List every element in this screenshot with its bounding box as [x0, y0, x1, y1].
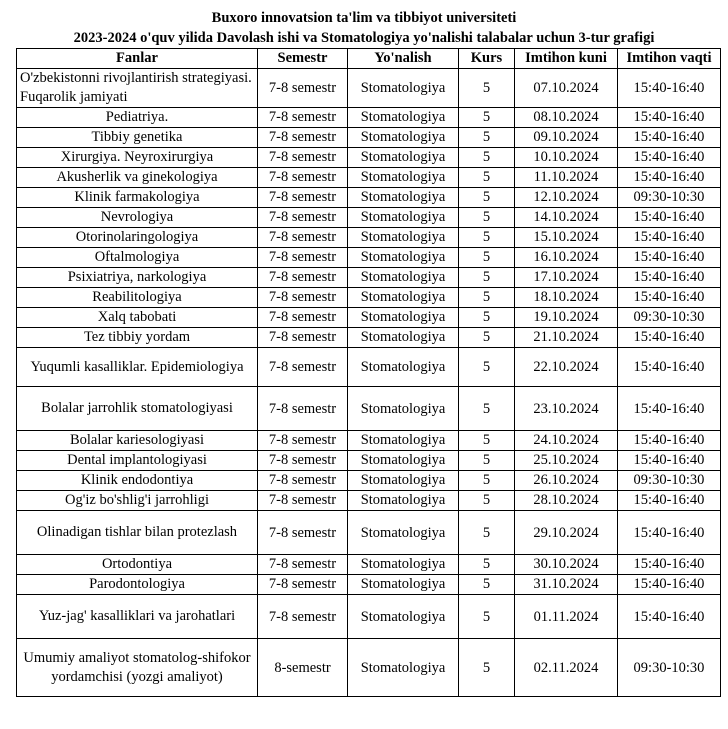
cell-exam-date: 02.11.2024	[515, 639, 618, 697]
cell-exam-time: 15:40-16:40	[618, 491, 721, 511]
cell-exam-date: 01.11.2024	[515, 595, 618, 639]
cell-course: 5	[459, 471, 515, 491]
cell-direction: Stomatologiya	[348, 348, 459, 387]
cell-semester: 7-8 semestr	[258, 387, 348, 431]
table-row	[17, 595, 721, 639]
cell-course: 5	[459, 348, 515, 387]
cell-exam-time: 15:40-16:40	[618, 511, 721, 555]
cell-course: 5	[459, 128, 515, 148]
cell-course: 5	[459, 595, 515, 639]
cell-subject: Klinik endodontiya	[17, 471, 258, 491]
cell-exam-date: 23.10.2024	[515, 387, 618, 431]
cell-subject: Xirurgiya. Neyroxirurgiya	[17, 148, 258, 168]
cell-semester: 7-8 semestr	[258, 268, 348, 288]
cell-direction: Stomatologiya	[348, 511, 459, 555]
cell-exam-time: 09:30-10:30	[618, 188, 721, 208]
cell-exam-time: 15:40-16:40	[618, 168, 721, 188]
cell-semester: 7-8 semestr	[258, 511, 348, 555]
cell-semester: 7-8 semestr	[258, 555, 348, 575]
table-row	[17, 471, 721, 491]
cell-course: 5	[459, 148, 515, 168]
column-header-exam-time: Imtihon vaqti	[618, 49, 721, 69]
cell-exam-time: 15:40-16:40	[618, 268, 721, 288]
table-row	[17, 188, 721, 208]
cell-semester: 7-8 semestr	[258, 575, 348, 595]
cell-subject: Ortodontiya	[17, 555, 258, 575]
document-subtitle: 2023-2024 o'quv yilida Davolash ishi va Stomatologiya yo'nalishi talabalar uchun 3-tur grafigi	[73, 30, 655, 46]
cell-subject: Dental implantologiyasi	[17, 451, 258, 471]
cell-direction: Stomatologiya	[348, 639, 459, 697]
cell-semester: 7-8 semestr	[258, 248, 348, 268]
cell-subject: Tibbiy genetika	[17, 128, 258, 148]
cell-exam-date: 21.10.2024	[515, 328, 618, 348]
table-row	[17, 308, 721, 328]
cell-course: 5	[459, 639, 515, 697]
cell-subject: Pediatriya.	[17, 108, 258, 128]
cell-exam-time: 15:40-16:40	[618, 595, 721, 639]
cell-exam-time: 09:30-10:30	[618, 471, 721, 491]
cell-course: 5	[459, 168, 515, 188]
cell-exam-time: 15:40-16:40	[618, 128, 721, 148]
cell-exam-time: 15:40-16:40	[618, 248, 721, 268]
cell-direction: Stomatologiya	[348, 69, 459, 108]
cell-course: 5	[459, 575, 515, 595]
cell-exam-time: 15:40-16:40	[618, 387, 721, 431]
column-header-semester: Semestr	[258, 49, 348, 69]
cell-subject: Og'iz bo'shlig'i jarrohligi	[17, 491, 258, 511]
cell-exam-date: 29.10.2024	[515, 511, 618, 555]
table-row	[17, 491, 721, 511]
cell-exam-date: 30.10.2024	[515, 555, 618, 575]
cell-subject: Reabilitologiya	[17, 288, 258, 308]
cell-exam-date: 18.10.2024	[515, 288, 618, 308]
table-row	[17, 511, 721, 555]
cell-semester: 7-8 semestr	[258, 308, 348, 328]
table-row	[17, 387, 721, 431]
cell-exam-date: 08.10.2024	[515, 108, 618, 128]
cell-course: 5	[459, 328, 515, 348]
cell-course: 5	[459, 228, 515, 248]
cell-subject: Xalq tabobati	[17, 308, 258, 328]
cell-exam-time: 15:40-16:40	[618, 555, 721, 575]
table-row	[17, 128, 721, 148]
cell-semester: 7-8 semestr	[258, 288, 348, 308]
cell-direction: Stomatologiya	[348, 168, 459, 188]
cell-semester: 7-8 semestr	[258, 328, 348, 348]
cell-semester: 7-8 semestr	[258, 69, 348, 108]
table-row	[17, 228, 721, 248]
table-row	[17, 348, 721, 387]
cell-course: 5	[459, 451, 515, 471]
table-row	[17, 148, 721, 168]
table-row	[17, 248, 721, 268]
cell-subject: Nevrologiya	[17, 208, 258, 228]
cell-exam-date: 22.10.2024	[515, 348, 618, 387]
cell-subject: O'zbekistonni rivojlantirish strategiyasi. Fuqarolik jamiyati	[17, 69, 258, 108]
exam-schedule-table	[16, 48, 721, 697]
cell-direction: Stomatologiya	[348, 288, 459, 308]
cell-exam-time: 15:40-16:40	[618, 208, 721, 228]
cell-exam-time: 15:40-16:40	[618, 69, 721, 108]
cell-exam-date: 16.10.2024	[515, 248, 618, 268]
cell-direction: Stomatologiya	[348, 387, 459, 431]
cell-course: 5	[459, 555, 515, 575]
cell-semester: 8-semestr	[258, 639, 348, 697]
cell-exam-date: 14.10.2024	[515, 208, 618, 228]
cell-subject: Otorinolaringologiya	[17, 228, 258, 248]
cell-direction: Stomatologiya	[348, 148, 459, 168]
table-body	[17, 69, 721, 697]
cell-direction: Stomatologiya	[348, 575, 459, 595]
cell-course: 5	[459, 268, 515, 288]
cell-course: 5	[459, 208, 515, 228]
cell-semester: 7-8 semestr	[258, 471, 348, 491]
cell-exam-date: 28.10.2024	[515, 491, 618, 511]
cell-course: 5	[459, 108, 515, 128]
cell-semester: 7-8 semestr	[258, 128, 348, 148]
cell-subject: Akusherlik va ginekologiya	[17, 168, 258, 188]
cell-exam-date: 25.10.2024	[515, 451, 618, 471]
cell-direction: Stomatologiya	[348, 248, 459, 268]
table-row	[17, 108, 721, 128]
cell-subject: Yuqumli kasalliklar. Epidemiologiya	[17, 348, 258, 387]
cell-exam-date: 12.10.2024	[515, 188, 618, 208]
cell-exam-time: 15:40-16:40	[618, 228, 721, 248]
cell-direction: Stomatologiya	[348, 471, 459, 491]
table-row	[17, 555, 721, 575]
table-header-row	[17, 49, 721, 69]
cell-semester: 7-8 semestr	[258, 451, 348, 471]
cell-exam-time: 15:40-16:40	[618, 288, 721, 308]
cell-exam-date: 11.10.2024	[515, 168, 618, 188]
cell-exam-date: 09.10.2024	[515, 128, 618, 148]
cell-course: 5	[459, 69, 515, 108]
cell-semester: 7-8 semestr	[258, 168, 348, 188]
table-row	[17, 268, 721, 288]
cell-subject: Yuz-jag' kasalliklari va jarohatlari	[17, 595, 258, 639]
column-header-subject: Fanlar	[17, 49, 258, 69]
cell-exam-date: 07.10.2024	[515, 69, 618, 108]
cell-subject: Oftalmologiya	[17, 248, 258, 268]
cell-course: 5	[459, 431, 515, 451]
column-header-course: Kurs	[459, 49, 515, 69]
cell-semester: 7-8 semestr	[258, 108, 348, 128]
cell-exam-date: 19.10.2024	[515, 308, 618, 328]
cell-direction: Stomatologiya	[348, 228, 459, 248]
table-row	[17, 168, 721, 188]
cell-direction: Stomatologiya	[348, 451, 459, 471]
cell-course: 5	[459, 248, 515, 268]
cell-exam-time: 09:30-10:30	[618, 308, 721, 328]
cell-direction: Stomatologiya	[348, 595, 459, 639]
table-row	[17, 451, 721, 471]
cell-exam-time: 15:40-16:40	[618, 431, 721, 451]
table-row	[17, 639, 721, 697]
cell-semester: 7-8 semestr	[258, 491, 348, 511]
cell-semester: 7-8 semestr	[258, 595, 348, 639]
cell-exam-time: 09:30-10:30	[618, 639, 721, 697]
cell-subject: Olinadigan tishlar bilan protezlash	[17, 511, 258, 555]
cell-semester: 7-8 semestr	[258, 208, 348, 228]
cell-course: 5	[459, 288, 515, 308]
cell-exam-date: 24.10.2024	[515, 431, 618, 451]
cell-semester: 7-8 semestr	[258, 188, 348, 208]
cell-subject: Klinik farmakologiya	[17, 188, 258, 208]
cell-direction: Stomatologiya	[348, 308, 459, 328]
cell-semester: 7-8 semestr	[258, 228, 348, 248]
table-row	[17, 431, 721, 451]
table-row	[17, 69, 721, 108]
table-row	[17, 328, 721, 348]
cell-direction: Stomatologiya	[348, 268, 459, 288]
cell-course: 5	[459, 308, 515, 328]
cell-subject: Psixiatriya, narkologiya	[17, 268, 258, 288]
cell-exam-date: 31.10.2024	[515, 575, 618, 595]
cell-direction: Stomatologiya	[348, 431, 459, 451]
cell-course: 5	[459, 188, 515, 208]
cell-direction: Stomatologiya	[348, 188, 459, 208]
cell-subject: Bolalar jarrohlik stomatologiyasi	[17, 387, 258, 431]
cell-subject: Parodontologiya	[17, 575, 258, 595]
cell-direction: Stomatologiya	[348, 555, 459, 575]
cell-exam-date: 26.10.2024	[515, 471, 618, 491]
cell-semester: 7-8 semestr	[258, 431, 348, 451]
cell-exam-date: 17.10.2024	[515, 268, 618, 288]
document-title: Buxoro innovatsion ta'lim va tibbiyot universiteti	[211, 10, 517, 26]
table-row	[17, 288, 721, 308]
table-row	[17, 208, 721, 228]
cell-exam-time: 15:40-16:40	[618, 148, 721, 168]
cell-semester: 7-8 semestr	[258, 148, 348, 168]
cell-direction: Stomatologiya	[348, 208, 459, 228]
cell-subject: Umumiy amaliyot stomatolog-shifokor yordamchisi (yozgi amaliyot)	[17, 639, 258, 697]
cell-exam-date: 10.10.2024	[515, 148, 618, 168]
cell-exam-time: 15:40-16:40	[618, 575, 721, 595]
cell-course: 5	[459, 387, 515, 431]
cell-course: 5	[459, 511, 515, 555]
cell-exam-time: 15:40-16:40	[618, 451, 721, 471]
cell-subject: Bolalar kariesologiyasi	[17, 431, 258, 451]
cell-course: 5	[459, 491, 515, 511]
table-row	[17, 575, 721, 595]
cell-subject: Tez tibbiy yordam	[17, 328, 258, 348]
cell-direction: Stomatologiya	[348, 491, 459, 511]
cell-exam-date: 15.10.2024	[515, 228, 618, 248]
cell-semester: 7-8 semestr	[258, 348, 348, 387]
cell-exam-time: 15:40-16:40	[618, 348, 721, 387]
column-header-direction: Yo'nalish	[348, 49, 459, 69]
cell-exam-time: 15:40-16:40	[618, 108, 721, 128]
cell-direction: Stomatologiya	[348, 128, 459, 148]
column-header-exam-date: Imtihon kuni	[515, 49, 618, 69]
cell-direction: Stomatologiya	[348, 328, 459, 348]
cell-exam-time: 15:40-16:40	[618, 328, 721, 348]
cell-direction: Stomatologiya	[348, 108, 459, 128]
